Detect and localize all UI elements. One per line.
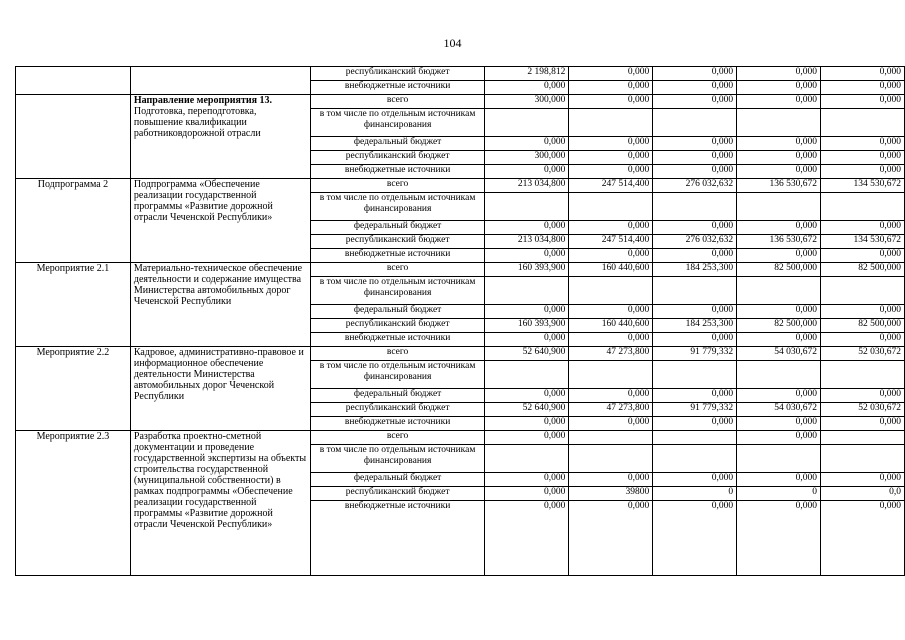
value-cell-year-1: 2 198,812 — [485, 67, 569, 81]
row-code-cell: Подпрограмма 2 — [16, 179, 131, 263]
value-cell-year-3: 0,000 — [653, 81, 737, 95]
value-cell-year-1: 0,000 — [485, 249, 569, 263]
value-cell-year-1: 0,000 — [485, 473, 569, 487]
value-cell-year-5: 0,000 — [821, 305, 905, 319]
value-cell-year-2: 0,000 — [569, 151, 653, 165]
value-cell-year-4: 82 500,000 — [737, 263, 821, 277]
funding-source-cell: всего — [310, 431, 485, 445]
value-cell-year-2: 0,000 — [569, 165, 653, 179]
value-cell-year-5 — [821, 431, 905, 445]
value-cell-year-4 — [737, 361, 821, 389]
value-cell-year-2: 47 273,800 — [569, 347, 653, 361]
value-cell-year-3: 0,000 — [653, 165, 737, 179]
value-cell-year-4: 0,000 — [737, 67, 821, 81]
value-cell-year-2 — [569, 193, 653, 221]
value-cell-year-2 — [569, 109, 653, 137]
funding-source-cell: республиканский бюджет — [310, 487, 485, 501]
value-cell-year-5: 134 530,672 — [821, 179, 905, 193]
value-cell-year-2: 0,000 — [569, 81, 653, 95]
value-cell-year-2: 0,000 — [569, 305, 653, 319]
value-cell-year-5: 0,000 — [821, 67, 905, 81]
row-name-text: Разработка проектно-сметной документации и проведение государственной экспертизы на объекты строительства государственной (муниципальной собственности) в рамках подпрограммы «Обеспечение реализации государственной программы «Развитие дорожной отрасли Чеченской Республики» — [133, 431, 307, 530]
value-cell-year-3: 276 032,632 — [653, 235, 737, 249]
value-cell-year-3: 0,000 — [653, 249, 737, 263]
value-cell-year-5: 0,000 — [821, 137, 905, 151]
value-cell-year-4 — [737, 445, 821, 473]
value-cell-year-1: 0,000 — [485, 389, 569, 403]
value-cell-year-2: 0,000 — [569, 501, 653, 576]
funding-source-cell: федеральный бюджет — [310, 221, 485, 235]
value-cell-year-4: 82 500,000 — [737, 319, 821, 333]
value-cell-year-4: 0,000 — [737, 417, 821, 431]
table-row — [16, 67, 905, 81]
value-cell-year-3: 0,000 — [653, 417, 737, 431]
value-cell-year-2: 247 514,400 — [569, 235, 653, 249]
funding-source-cell: внебюджетные источники — [310, 333, 485, 347]
value-cell-year-2: 160 440,600 — [569, 263, 653, 277]
value-cell-year-3: 184 253,300 — [653, 319, 737, 333]
row-name-cell — [130, 431, 310, 576]
funding-source-cell: в том числе по отдельным источникам финансирования — [310, 361, 485, 389]
funding-source-cell: федеральный бюджет — [310, 473, 485, 487]
value-cell-year-1: 213 034,800 — [485, 179, 569, 193]
value-cell-year-2: 0,000 — [569, 137, 653, 151]
value-cell-year-1: 0,000 — [485, 501, 569, 576]
funding-source-cell: республиканский бюджет — [310, 319, 485, 333]
value-cell-year-2 — [569, 361, 653, 389]
table-row — [16, 263, 905, 277]
value-cell-year-3: 0,000 — [653, 67, 737, 81]
value-cell-year-3: 0,000 — [653, 473, 737, 487]
value-cell-year-4 — [737, 193, 821, 221]
value-cell-year-5: 0,000 — [821, 81, 905, 95]
value-cell-year-2: 0,000 — [569, 221, 653, 235]
value-cell-year-5: 0,000 — [821, 95, 905, 109]
value-cell-year-5: 52 030,672 — [821, 403, 905, 417]
value-cell-year-3: 0,000 — [653, 501, 737, 576]
value-cell-year-5: 82 500,000 — [821, 319, 905, 333]
direction-title: Направление мероприятия 13. — [133, 95, 273, 106]
value-cell-year-4: 0,000 — [737, 389, 821, 403]
value-cell-year-2 — [569, 445, 653, 473]
row-name-text: Кадровое, административно-правовое и информационное обеспечение деятельности Министерства автомобильных дорог Чеченской Республики — [133, 347, 304, 402]
funding-source-cell: республиканский бюджет — [310, 235, 485, 249]
value-cell-year-1: 0,000 — [485, 221, 569, 235]
value-cell-year-3: 91 779,332 — [653, 403, 737, 417]
value-cell-year-3 — [653, 193, 737, 221]
table-row — [16, 179, 905, 193]
value-cell-year-1 — [485, 193, 569, 221]
value-cell-year-2: 0,000 — [569, 389, 653, 403]
value-cell-year-4: 0,000 — [737, 165, 821, 179]
funding-source-cell: республиканский бюджет — [310, 403, 485, 417]
funding-source-cell: республиканский бюджет — [310, 151, 485, 165]
value-cell-year-3: 0,000 — [653, 151, 737, 165]
value-cell-year-1 — [485, 109, 569, 137]
value-cell-year-2: 39800 — [569, 487, 653, 501]
row-code-cell — [16, 95, 131, 179]
value-cell-year-1: 52 640,900 — [485, 347, 569, 361]
page-number: 104 — [443, 36, 462, 50]
row-name-cell — [130, 95, 310, 179]
value-cell-year-3 — [653, 431, 737, 445]
value-cell-year-2: 0,000 — [569, 333, 653, 347]
value-cell-year-5: 0,000 — [821, 165, 905, 179]
value-cell-year-2: 0,000 — [569, 473, 653, 487]
value-cell-year-4 — [737, 109, 821, 137]
funding-source-cell: всего — [310, 263, 485, 277]
funding-source-cell: в том числе по отдельным источникам финансирования — [310, 277, 485, 305]
value-cell-year-3 — [653, 361, 737, 389]
value-cell-year-5 — [821, 445, 905, 473]
table-row — [16, 347, 905, 361]
funding-source-cell: внебюджетные источники — [310, 417, 485, 431]
row-name-cell — [130, 179, 310, 263]
value-cell-year-4: 0,000 — [737, 431, 821, 445]
value-cell-year-1 — [485, 361, 569, 389]
value-cell-year-4 — [737, 277, 821, 305]
row-code-cell: Мероприятие 2.1 — [16, 263, 131, 347]
value-cell-year-1 — [485, 445, 569, 473]
value-cell-year-4: 0,000 — [737, 95, 821, 109]
table-row — [16, 431, 905, 445]
value-cell-year-1: 0,000 — [485, 165, 569, 179]
value-cell-year-3: 0,000 — [653, 221, 737, 235]
funding-source-cell: всего — [310, 95, 485, 109]
value-cell-year-5: 0,000 — [821, 473, 905, 487]
value-cell-year-5: 52 030,672 — [821, 347, 905, 361]
funding-source-cell: федеральный бюджет — [310, 305, 485, 319]
value-cell-year-1: 160 393,900 — [485, 263, 569, 277]
value-cell-year-5: 0,000 — [821, 151, 905, 165]
value-cell-year-2: 0,000 — [569, 249, 653, 263]
value-cell-year-1: 0,000 — [485, 487, 569, 501]
value-cell-year-4: 136 530,672 — [737, 235, 821, 249]
value-cell-year-5: 134 530,672 — [821, 235, 905, 249]
value-cell-year-5: 0,000 — [821, 501, 905, 576]
value-cell-year-1: 52 640,900 — [485, 403, 569, 417]
funding-source-cell: внебюджетные источники — [310, 249, 485, 263]
value-cell-year-4: 136 530,672 — [737, 179, 821, 193]
funding-source-cell: в том числе по отдельным источникам финансирования — [310, 193, 485, 221]
row-name-text: Подготовка, переподготовка, повышение квалификации работниковдорожной отрасли — [133, 106, 261, 139]
value-cell-year-3 — [653, 277, 737, 305]
funding-source-cell: всего — [310, 347, 485, 361]
funding-source-cell: в том числе по отдельным источникам финансирования — [310, 109, 485, 137]
row-name-cell — [130, 67, 310, 95]
value-cell-year-3: 184 253,300 — [653, 263, 737, 277]
value-cell-year-3: 0,000 — [653, 305, 737, 319]
value-cell-year-5: 82 500,000 — [821, 263, 905, 277]
funding-source-cell: внебюджетные источники — [310, 81, 485, 95]
value-cell-year-2: 247 514,400 — [569, 179, 653, 193]
value-cell-year-3: 91 779,332 — [653, 347, 737, 361]
row-name-cell — [130, 347, 310, 431]
value-cell-year-1: 0,000 — [485, 333, 569, 347]
value-cell-year-3: 276 032,632 — [653, 179, 737, 193]
value-cell-year-2 — [569, 277, 653, 305]
value-cell-year-5: 0,000 — [821, 333, 905, 347]
funding-source-cell: внебюджетные источники — [310, 501, 485, 576]
funding-source-cell: федеральный бюджет — [310, 137, 485, 151]
row-name-text: Материально-техническое обеспечение деятельности и содержание имущества Министерства автомобильных дорог Чеченской Республики — [133, 263, 303, 307]
value-cell-year-4: 54 030,672 — [737, 403, 821, 417]
funding-source-cell: в том числе по отдельным источникам финансирования — [310, 445, 485, 473]
value-cell-year-1: 160 393,900 — [485, 319, 569, 333]
row-name-text: Подпрограмма «Обеспечение реализации государственной программы «Развитие дорожной отрасли Чеченской Республики» — [133, 179, 273, 223]
value-cell-year-4: 0,000 — [737, 333, 821, 347]
value-cell-year-1: 0,000 — [485, 81, 569, 95]
value-cell-year-5: 0,000 — [821, 221, 905, 235]
value-cell-year-2: 0,000 — [569, 67, 653, 81]
value-cell-year-1: 0,000 — [485, 431, 569, 445]
value-cell-year-5: 0,000 — [821, 417, 905, 431]
value-cell-year-3 — [653, 445, 737, 473]
value-cell-year-5 — [821, 277, 905, 305]
funding-source-cell: республиканский бюджет — [310, 67, 485, 81]
value-cell-year-3: 0,000 — [653, 333, 737, 347]
value-cell-year-5 — [821, 109, 905, 137]
value-cell-year-2: 0,000 — [569, 95, 653, 109]
row-name-cell — [130, 263, 310, 347]
table-row — [16, 95, 905, 109]
row-code-cell: Мероприятие 2.2 — [16, 347, 131, 431]
value-cell-year-3 — [653, 109, 737, 137]
value-cell-year-4: 0,000 — [737, 473, 821, 487]
funding-source-cell: всего — [310, 179, 485, 193]
value-cell-year-1: 213 034,800 — [485, 235, 569, 249]
funding-source-cell: внебюджетные источники — [310, 165, 485, 179]
value-cell-year-4: 0,000 — [737, 221, 821, 235]
value-cell-year-2: 47 273,800 — [569, 403, 653, 417]
value-cell-year-4: 0,000 — [737, 81, 821, 95]
value-cell-year-2: 160 440,600 — [569, 319, 653, 333]
value-cell-year-1: 0,000 — [485, 305, 569, 319]
value-cell-year-1: 300,000 — [485, 95, 569, 109]
value-cell-year-5 — [821, 193, 905, 221]
value-cell-year-4: 0,000 — [737, 151, 821, 165]
value-cell-year-1: 0,000 — [485, 137, 569, 151]
value-cell-year-5 — [821, 361, 905, 389]
value-cell-year-1: 300,000 — [485, 151, 569, 165]
value-cell-year-4: 0,000 — [737, 501, 821, 576]
value-cell-year-5: 0,000 — [821, 389, 905, 403]
row-code-cell — [16, 67, 131, 95]
value-cell-year-4: 0 — [737, 487, 821, 501]
value-cell-year-5: 0,0 — [821, 487, 905, 501]
row-code-cell: Мероприятие 2.3 — [16, 431, 131, 576]
value-cell-year-3: 0,000 — [653, 95, 737, 109]
value-cell-year-4: 0,000 — [737, 137, 821, 151]
value-cell-year-3: 0,000 — [653, 137, 737, 151]
value-cell-year-4: 54 030,672 — [737, 347, 821, 361]
value-cell-year-1 — [485, 277, 569, 305]
funding-source-cell: федеральный бюджет — [310, 389, 485, 403]
value-cell-year-4: 0,000 — [737, 305, 821, 319]
value-cell-year-3: 0,000 — [653, 389, 737, 403]
value-cell-year-2: 0,000 — [569, 417, 653, 431]
value-cell-year-5: 0,000 — [821, 249, 905, 263]
value-cell-year-2 — [569, 431, 653, 445]
value-cell-year-4: 0,000 — [737, 249, 821, 263]
value-cell-year-3: 0 — [653, 487, 737, 501]
budget-table — [15, 66, 905, 576]
value-cell-year-1: 0,000 — [485, 417, 569, 431]
